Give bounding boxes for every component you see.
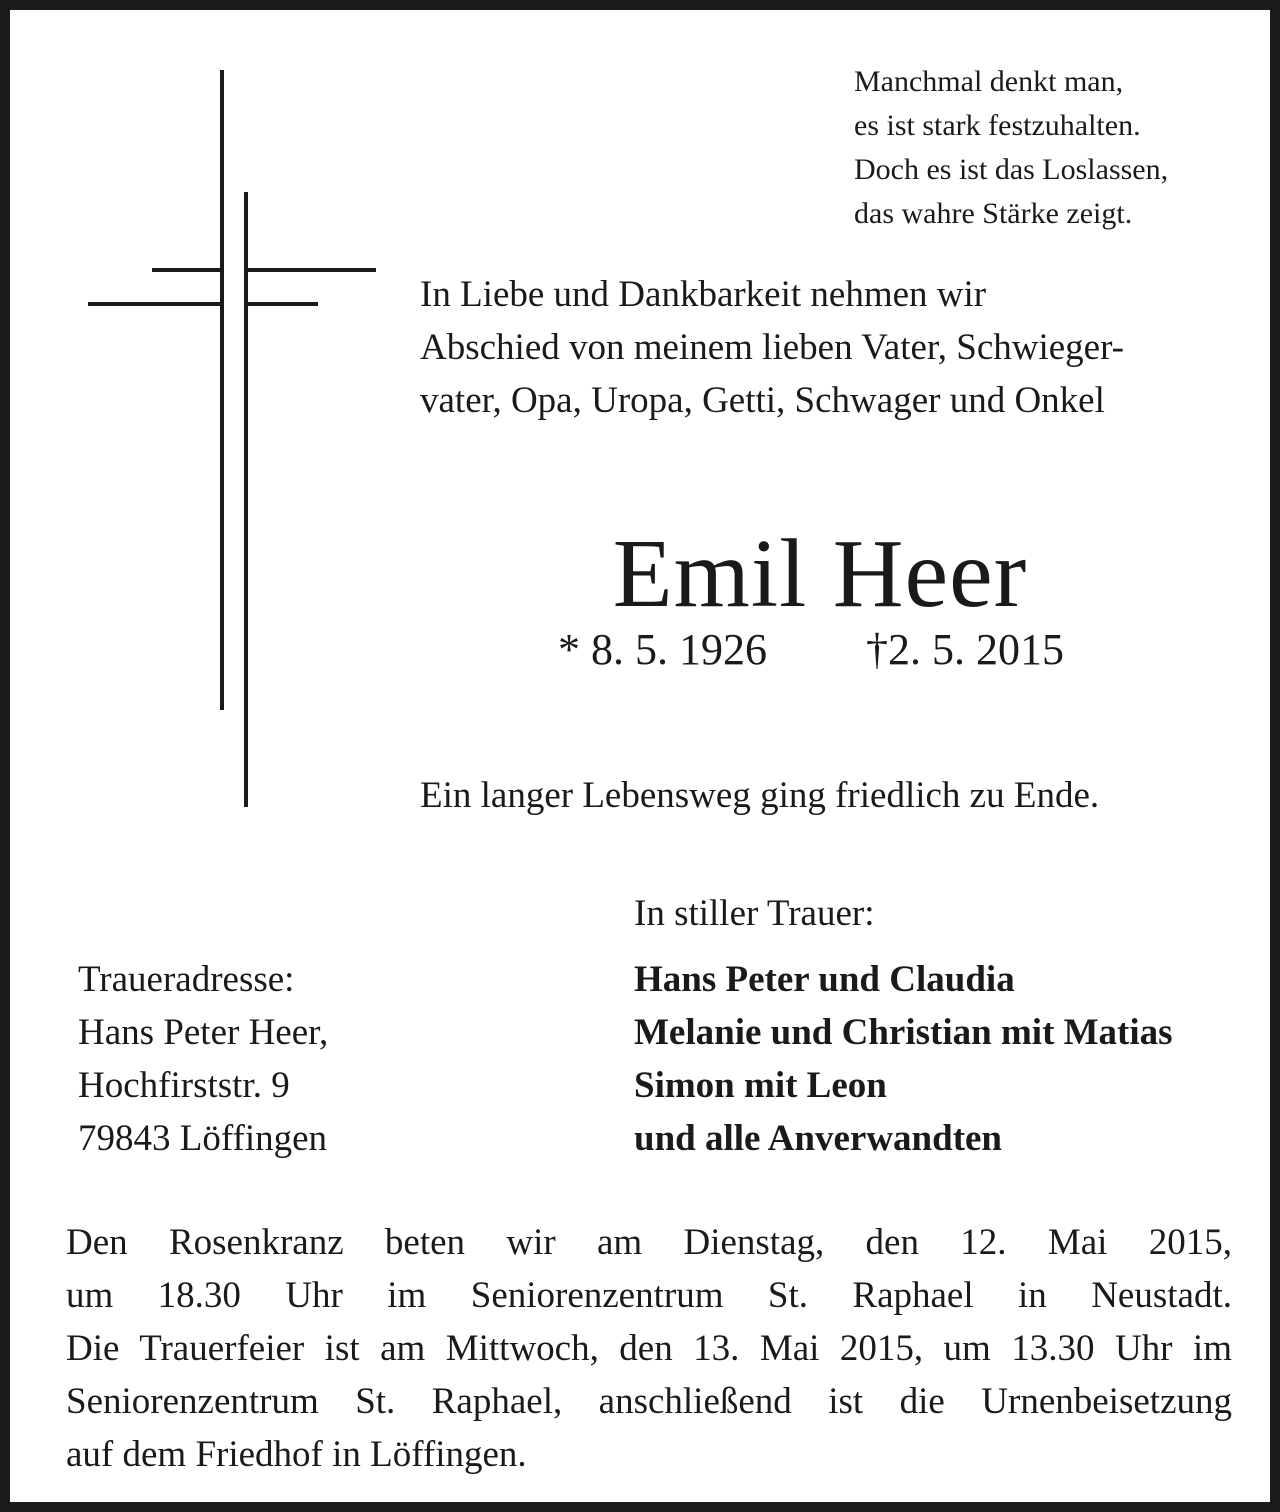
deceased-name: Emil Heer [612,520,1028,628]
cross-line [220,70,224,710]
birth-date: * 8. 5. 1926 [558,625,767,674]
intro-line: In Liebe und Dankbarkeit nehmen wir [420,274,987,315]
address-line: 79843 Löffingen [78,1118,328,1159]
address-line: Hans Peter Heer, [78,1012,329,1053]
poem-line: Doch es ist das Loslassen, [854,153,1169,186]
intro-line: Abschied von meinem lieben Vater, Schwieger- [420,327,1124,368]
poem-line: das wahre Stärke zeigt. [854,197,1133,230]
service-details [66,1216,1232,1481]
mourner-line: Melanie und Christian mit Matias [634,1012,1173,1053]
intro-line: vater, Opa, Uropa, Getti, Schwager und Onkel [420,380,1105,421]
service-line: Seniorenzentrum St. Raphael, anschließend ist die Urnenbeisetzung [66,1381,1232,1422]
cross-line [88,302,224,306]
service-line: um 18.30 Uhr im Seniorenzentrum St. Raphael in Neustadt. [66,1275,1232,1316]
mourning-title: In stiller Trauer: [634,893,875,934]
mourner-line: Hans Peter und Claudia [634,959,1015,1000]
service-line: Den Rosenkranz beten wir am Dienstag, den 12. Mai 2015, [66,1222,1232,1263]
mourner-line: Simon mit Leon [634,1065,887,1106]
cross-line [152,268,224,272]
poem-line: Manchmal denkt man, [854,65,1124,98]
motto-text: Ein langer Lebensweg ging friedlich zu Ende. [420,775,1100,816]
cross-line [244,302,318,306]
service-line: auf dem Friedhof in Löffingen. [66,1434,527,1475]
intro-text [420,268,1250,427]
cross-line [244,192,248,807]
service-line: Die Trauerfeier ist am Mittwoch, den 13. Mai 2015, um 13.30 Uhr im [66,1328,1232,1369]
death-date: †2. 5. 2015 [866,625,1064,674]
address-line: Traueradresse: [78,959,295,1000]
address-line: Hochfirststr. 9 [78,1065,290,1106]
mourners-list [634,953,1254,1165]
mourner-line: und alle Anverwandten [634,1118,1003,1159]
poem [854,60,1264,236]
mourning-address [78,953,558,1165]
poem-line: es ist stark festzuhalten. [854,109,1141,142]
cross-line [244,268,376,272]
